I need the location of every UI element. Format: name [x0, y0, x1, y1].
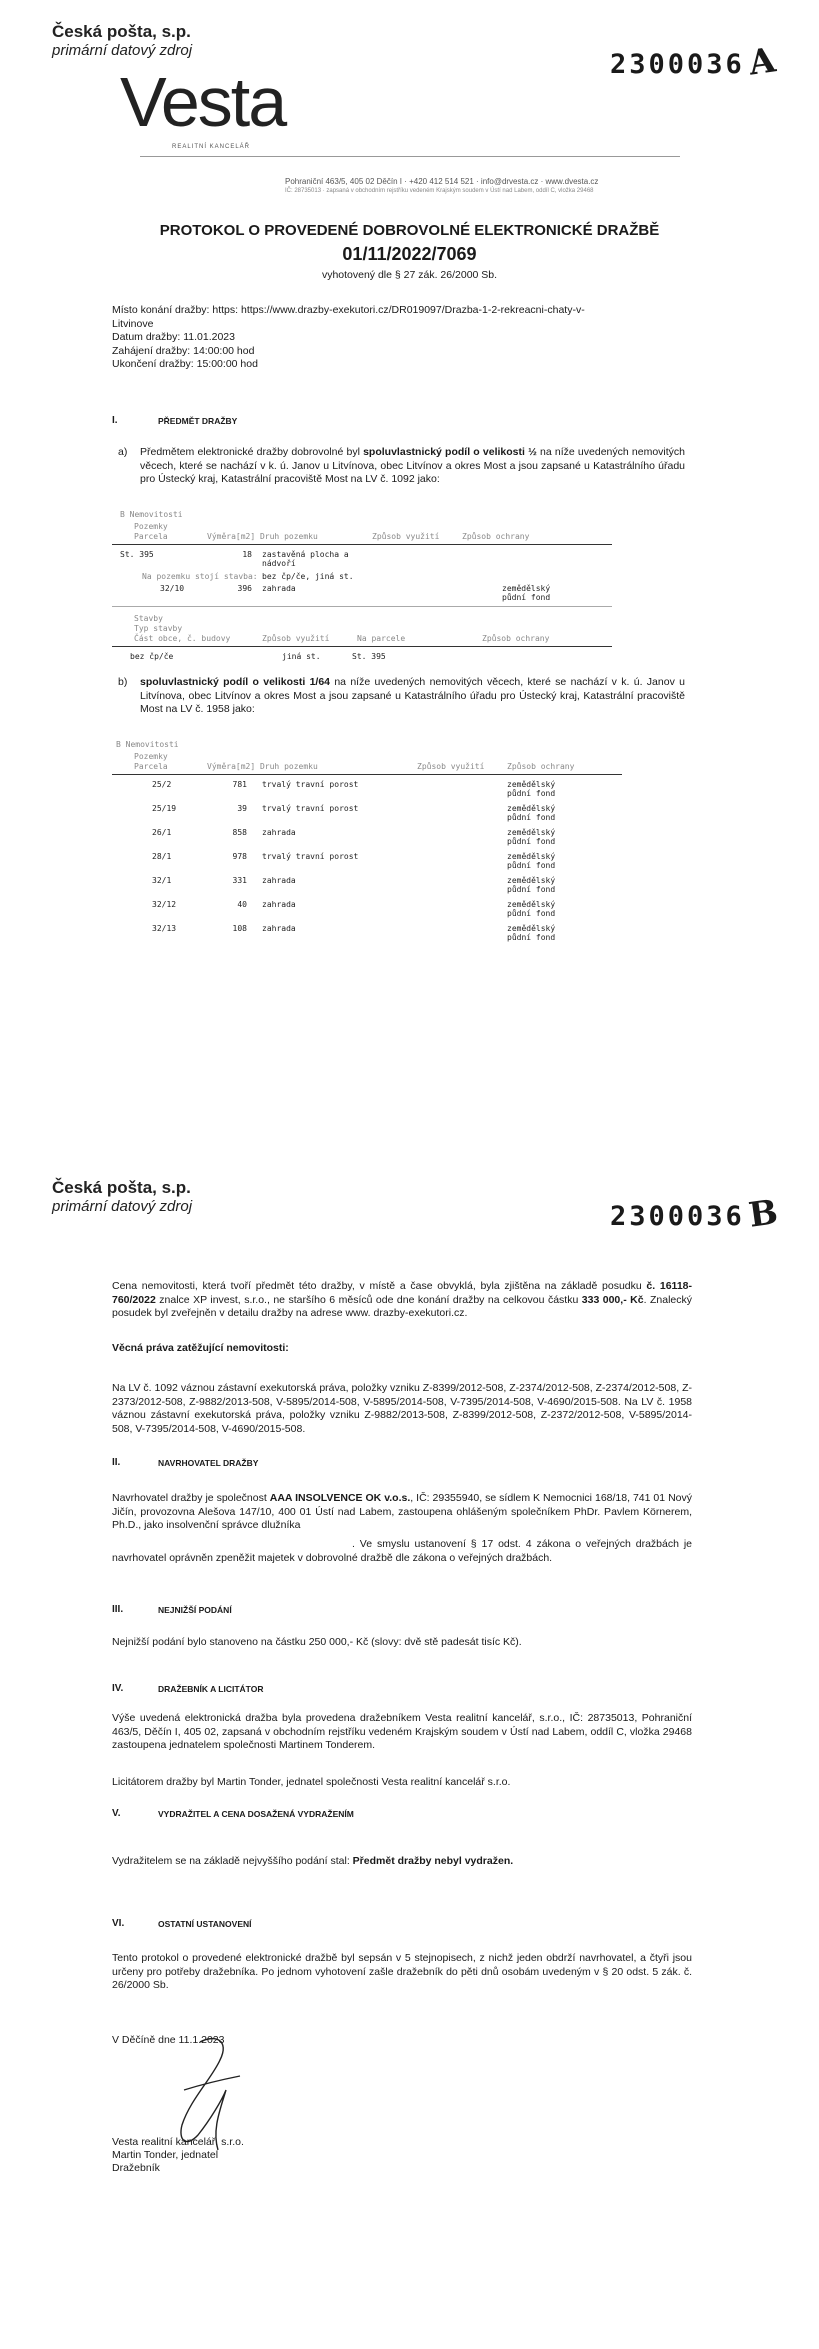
table-a-rule	[112, 544, 612, 545]
signature-block	[112, 2136, 244, 2175]
item-b-text: spoluvlastnický podíl o velikosti 1/64 na níže uvedených nemovitých věcech, které se nachází v k. ú. Janov u Litvínova, obec Litvínov a okres Most a jsou zapsané u Katastrálního úřadu pro Ústecký kraj, Katastrální pracoviště Most na LV č. 1958 jako:	[140, 676, 685, 715]
item-a-text: Předmětem elektronické dražby dobrovolné byl spoluvlastnický podíl o velikosti ½ na níže uvedených nemovitých věcech, které se nachází v k. ú. Janov u Litvínova, obec Litvínov a okres Most a jsou zapsané u Katastrálního úřadu pro Ústecký kraj, Katastrální pracoviště Most na LV č. 1092 jako:	[140, 446, 685, 485]
table-b-cell-parcel: 25/19	[152, 804, 177, 813]
table-b-cell-area: 39	[237, 804, 247, 813]
section-5-number: V.	[112, 1808, 121, 1819]
proposer-paragraph: Navrhovatel dražby je společnost AAA INSOLVENCE OK v.o.s., IČ: 29355940, se sídlem K Nemocnici 168/18, 741 01 Nový Jičín, provozovna Alešova 147/10, 400 01 Ústí nad Labem, zastoupena ohlášeným společníkem PhDr. Pavlem Körnerem, Ph.D., jako insolvenční správce dlužníka	[112, 1492, 692, 1531]
auction-end: Ukončení dražby: 15:00:00 hod	[112, 358, 258, 370]
item-b-share: spoluvlastnický podíl o velikosti 1/64	[140, 676, 330, 688]
page-title: PROTOKOL O PROVEDENÉ DOBROVOLNÉ ELEKTRONICKÉ DRAŽBĚ	[159, 222, 660, 239]
licitator-paragraph: Licitátorem dražby byl Martin Tonder, jednatel společnosti Vesta realitní kancelář s.r.o.	[112, 1776, 511, 1788]
table-a-bheader-use: Způsob využití	[262, 634, 330, 643]
document-number-p2	[610, 1192, 781, 1236]
address-line: Pohraniční 463/5, 405 02 Děčín I · +420 412 514 521 · info@drvesta.cz · www.dvesta.cz	[285, 177, 599, 186]
signature-role: Dražebník	[112, 2162, 160, 2174]
table-b-section: B Nemovitosti	[116, 740, 179, 749]
table-b-cell-kind: trvalý travní porost	[262, 780, 359, 789]
auction-start: Zahájení dražby: 14:00:00 hod	[112, 344, 255, 357]
table-b-cell-kind: trvalý travní porost	[262, 804, 359, 813]
section-6-number: VI.	[112, 1918, 125, 1929]
table-b-cell-kind: trvalý travní porost	[262, 852, 359, 861]
table-a-header-area: Výměra[m2] Druh pozemku	[207, 532, 318, 541]
table-b-cell-kind: zahrada	[262, 900, 296, 909]
protocol-number: 01/11/2022/7069	[342, 244, 477, 264]
protocol-subtitle: vyhotovený dle § 27 zák. 26/2000 Sb.	[321, 269, 498, 281]
table-b-cell-parcel: 32/12	[152, 900, 177, 909]
table-b-rule	[112, 774, 622, 775]
encumbrance-text: Na LV č. 1092 váznou zástavní exekutorská práva, položky vzniku Z-8399/2012-508, Z-2374/2012-508, Z-2374/2012-508, Z-2373/2012-508, Z-9882/2013-508, V-5895/2014-508, V-5895/2014-508, V-7395/2014-508, V-4690/2015-508. Na LV č. 1958 váznou zástavní exekutorská práva, položky vzniku Z-9882/2013-508, Z-8399/2012-508, Z-2372/2012-508, V-5895/2014-508, V-7395/2014-508, V-4690/2015-508.	[112, 1382, 692, 1435]
section-3-number: III.	[112, 1604, 124, 1615]
table-b-cell-parcel: 32/13	[152, 924, 177, 933]
auction-place: Místo konání dražby: https: https://www.drazby-exekutori.cz/DR019097/Drazba-1-2-rekreacni-chaty-v-	[112, 304, 585, 316]
table-b-cell-protection: zemědělský půdní fond	[507, 852, 556, 870]
table-b-cell-kind: zahrada	[262, 924, 296, 933]
item-a-share: spoluvlastnický podíl o velikosti ½	[363, 446, 537, 458]
section-5-title: VYDRAŽITEL A CENA DOSAŽENÁ VYDRAŽENÍM	[158, 1809, 354, 1819]
stamp-line2: primární datový zdroj	[52, 42, 193, 59]
section-6-title: OSTATNÍ USTANOVENÍ	[158, 1919, 252, 1929]
section-4-number: IV.	[112, 1683, 124, 1694]
item-a-label: a)	[118, 446, 128, 458]
section-2-title: NAVRHOVATEL DRAŽBY	[158, 1458, 259, 1468]
auction-info	[112, 304, 692, 372]
table-b-cell-area: 978	[232, 852, 247, 861]
document-number	[610, 40, 779, 84]
section-4-title: DRAŽEBNÍK A LICITÁTOR	[158, 1684, 264, 1694]
table-b-header-protection: Způsob ochrany	[507, 762, 575, 771]
table-a-bheader-part: Část obce, č. budovy	[134, 634, 231, 643]
table-a-bheader-parcel: Na parcele	[357, 634, 406, 643]
table-a-subhead: Pozemky	[134, 522, 168, 531]
place-date: V Děčíně dne 11.1.2023	[112, 2034, 225, 2046]
table-b-cell-area: 40	[237, 900, 247, 909]
table-b-cell-parcel: 26/1	[152, 828, 172, 837]
table-b-cell-protection: zemědělský půdní fond	[507, 876, 556, 894]
table-b-cell-protection: zemědělský půdní fond	[507, 924, 556, 942]
table-a-rule-2	[112, 646, 612, 647]
table-a-header-protection: Způsob ochrany	[462, 532, 530, 541]
price-paragraph: Cena nemovitosti, která tvoří předmět této dražby, v místě a čase obvyklá, byla zjištěna na základě posudku č. 16118-760/2022 znalce XP invest, s.r.o., ne staršího 6 měsíců ode dne konání dražby na celkovou částku 333 000,- Kč. Znalecký posudek byl zveřejněn v detailu dražby na adrese www. drazby-exekutori.cz.	[112, 1280, 692, 1319]
section-2-number: II.	[112, 1457, 121, 1468]
auctioneer-paragraph: Výše uvedená elektronická dražba byla provedena dražebníkem Vesta realitní kancelář, s.r.o., IČ: 28735013, Pohraniční 463/5, Děčín I, 405 02, zapsaná v obchodním rejstříku vedeném Krajským soudem v Ústí nad Labem, oddíl C, vložka 29468 zastoupena jednatelem společnosti Martinem Tonderem.	[112, 1712, 692, 1751]
table-a-header-parcel: Parcela	[134, 532, 168, 541]
table-b-cell-kind: zahrada	[262, 828, 296, 837]
table-a-buildings-sub: Typ stavby	[134, 624, 183, 633]
address-line-2: IČ: 28735013 · zapsaná v obchodním rejstříku vedeném Krajským soudem v Ústí nad Labem, oddíl C, vložka 29468	[285, 188, 594, 194]
section-1-number: I.	[112, 415, 118, 426]
table-a-buildings-head: Stavby	[134, 614, 163, 623]
document-number-value: 2300036	[610, 49, 745, 80]
table-b-subhead: Pozemky	[134, 752, 168, 761]
document-suffix: B	[746, 1192, 781, 1236]
document-number-value: 2300036	[610, 1201, 745, 1232]
winner-paragraph: Vydražitelem se na základě nejvyššího podání stal: Předmět dražby nebyl vydražen.	[112, 1855, 514, 1867]
table-b-cell-protection: zemědělský půdní fond	[507, 900, 556, 918]
stamp-line1: Česká pošta, s.p.	[52, 22, 191, 41]
other-provisions: Tento protokol o provedené elektronické dražbě byl sepsán v 5 stejnopisech, z nichž jeden obdrží navrhovatel, a čtyři jsou určeny pro potřeby dražebníka. Po jednom vyhotovení zašle dražebník do pěti dnů osobám uvedeným v § 20 odst. 5 zák. č. 26/2000 Sb.	[112, 1952, 692, 1991]
stamp-line1-p2: Česká pošta, s.p.	[52, 1178, 191, 1197]
signature-name: Martin Tonder, jednatel	[112, 2149, 219, 2161]
table-b-cell-area: 858	[232, 828, 247, 837]
table-b-cell-protection: zemědělský půdní fond	[507, 780, 556, 798]
table-a-bheader-protection: Způsob ochrany	[482, 634, 550, 643]
table-a-section: B Nemovitosti	[120, 510, 183, 519]
table-b-header-use: Způsob využití	[417, 762, 485, 771]
signature-company: Vesta realitní kancelář, s.r.o.	[112, 2136, 244, 2148]
table-b-header-parcel: Parcela	[134, 762, 168, 771]
section-1-title: PŘEDMĚT DRAŽBY	[158, 416, 238, 426]
table-b-cell-protection: zemědělský půdní fond	[507, 828, 556, 846]
proposer-law: . Ve smyslu ustanovení § 17 odst. 4 zákona o veřejných dražbách je navrhovatel oprávněn zpeněžit majetek v dobrovolné dražbě dle zákona o veřejných dražbách.	[112, 1538, 692, 1564]
encumbrance-title: Věcná práva zatěžující nemovitosti:	[112, 1342, 289, 1354]
stamp-line2-p2: primární datový zdroj	[52, 1198, 193, 1215]
document-suffix: A	[746, 40, 779, 84]
header-divider	[140, 156, 680, 157]
table-b-cell-parcel: 25/2	[152, 780, 172, 789]
table-b-cell-area: 331	[232, 876, 247, 885]
item-b-label: b)	[118, 676, 128, 688]
logo-subtitle: REALITNÍ KANCELÁŘ	[172, 144, 251, 150]
vesta-logo: Vesta	[120, 63, 286, 141]
table-a-divider	[112, 606, 612, 607]
table-b-cell-area: 108	[232, 924, 247, 933]
auction-date: Datum dražby: 11.01.2023	[112, 331, 235, 343]
table-b-header-area: Výměra[m2] Druh pozemku	[207, 762, 318, 771]
table-b-cell-kind: zahrada	[262, 876, 296, 885]
table-b-cell-parcel: 28/1	[152, 852, 172, 861]
section-3-title: NEJNIŽŠÍ PODÁNÍ	[158, 1605, 232, 1615]
table-a-header-use: Způsob využití	[372, 532, 440, 541]
table-b-cell-protection: zemědělský půdní fond	[507, 804, 556, 822]
table-a: B Nemovitosti Pozemky Parcela Výměra[m2] Druh pozemku Způsob využití Způsob ochrany St. 395 18 zastavěná plocha a nádvoří Na pozemku stojí stavba: bez čp/če, jiná st. 32/10 396 zahrada zemědělský půdní fond Stavby Typ stavby Část obce, č. budovy Způsob využití Na parcele Způsob ochrany bez čp/če jiná st. St. 395	[112, 510, 622, 695]
table-b	[112, 740, 632, 940]
auction-place-cont: Litvinove	[112, 317, 154, 330]
table-b-cell-parcel: 32/1	[152, 876, 172, 885]
lowest-bid: Nejnižší podání bylo stanoveno na částku 250 000,- Kč (slovy: dvě stě padesát tisíc Kč).	[112, 1636, 522, 1648]
table-b-cell-area: 781	[232, 780, 247, 789]
